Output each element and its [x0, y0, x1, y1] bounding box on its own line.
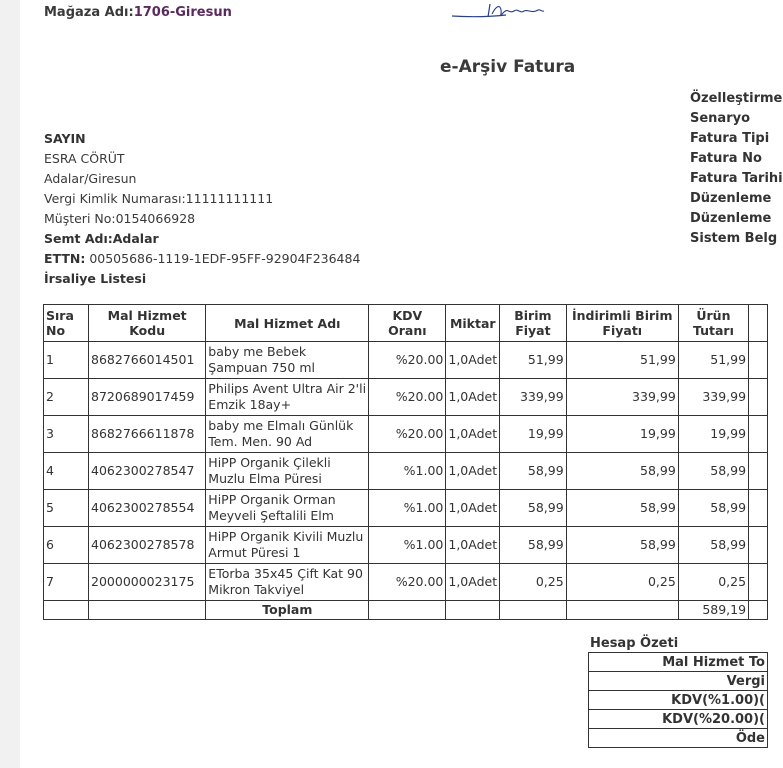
row-qty: 1,0Adet	[446, 564, 500, 601]
row-discount-price: 58,99	[566, 490, 678, 527]
summary-goods-total: Mal Hizmet To	[589, 653, 768, 672]
ettn	[44, 249, 360, 269]
salutation: SAYIN	[44, 131, 86, 146]
row-no: 1	[44, 342, 89, 379]
header-vat: KDV Oranı	[369, 305, 446, 342]
row-price: 58,99	[500, 490, 567, 527]
table-row	[44, 379, 768, 416]
table-row	[44, 416, 768, 453]
row-name: HiPP Organik Kivili Muzlu Armut Püresi 1	[206, 527, 369, 564]
account-summary-title: Hesap Özeti	[590, 636, 679, 651]
meta-invoice-no: Fatura No	[690, 151, 762, 166]
summary-row	[589, 653, 768, 672]
row-code: 4062300278578	[89, 527, 206, 564]
row-qty: 1,0Adet	[446, 342, 500, 379]
meta-system: Sistem Belg	[690, 231, 778, 246]
signature-image	[448, 0, 548, 30]
table-row	[44, 453, 768, 490]
meta-invoice-type: Fatura Tipi	[690, 131, 770, 146]
row-price: 339,99	[500, 379, 567, 416]
row-price: 51,99	[500, 342, 567, 379]
total-empty	[500, 601, 567, 620]
account-summary-table	[588, 652, 768, 748]
row-total: 19,99	[678, 416, 748, 453]
total-empty	[446, 601, 500, 620]
customer-name: ESRA CÖRÜT	[44, 151, 125, 166]
summary-row	[589, 672, 768, 691]
invoice-meta	[690, 89, 783, 249]
meta-customization: Özelleştirme	[690, 91, 783, 106]
row-cut	[749, 564, 768, 601]
row-cut	[749, 379, 768, 416]
customer-address: Adalar/Giresun	[44, 171, 137, 186]
row-code: 8682766611878	[89, 416, 206, 453]
header-discount-price: İndirimli Birim Fiyatı	[566, 305, 678, 342]
row-name: baby me Elmalı Günlük Tem. Men. 90 Ad	[206, 416, 369, 453]
total-empty	[566, 601, 678, 620]
customer-block	[44, 129, 360, 289]
page-margin	[0, 0, 20, 768]
ettn-label: ETTN:	[44, 251, 86, 266]
row-discount-price: 339,99	[566, 379, 678, 416]
row-discount-price: 0,25	[566, 564, 678, 601]
table-row	[44, 527, 768, 564]
summary-vat-20: KDV(%20.00)(	[589, 710, 768, 729]
waybill-list: İrsaliye Listesi	[44, 271, 147, 286]
table-row	[44, 490, 768, 527]
row-total: 58,99	[678, 527, 748, 564]
row-total: 0,25	[678, 564, 748, 601]
row-discount-price: 58,99	[566, 453, 678, 490]
row-no: 2	[44, 379, 89, 416]
summary-payable: Öde	[589, 729, 768, 748]
row-code: 4062300278547	[89, 453, 206, 490]
items-table	[43, 304, 768, 620]
row-vat: %20.00	[369, 342, 446, 379]
row-name: Philips Avent Ultra Air 2'li Emzik 18ay+	[206, 379, 369, 416]
row-cut	[749, 453, 768, 490]
row-total: 339,99	[678, 379, 748, 416]
store-value: 1706-Giresun	[133, 5, 232, 20]
header-name: Mal Hizmet Adı	[206, 305, 369, 342]
header-cut	[749, 305, 768, 342]
header-no: Sıra No	[44, 305, 89, 342]
total-row	[44, 601, 768, 620]
total-empty	[89, 601, 206, 620]
row-vat: %1.00	[369, 527, 446, 564]
store-label: Mağaza Adı:	[44, 5, 134, 20]
row-price: 58,99	[500, 527, 567, 564]
row-discount-price: 19,99	[566, 416, 678, 453]
table-row	[44, 564, 768, 601]
row-price: 0,25	[500, 564, 567, 601]
header-price: Birim Fiyat	[500, 305, 567, 342]
row-discount-price: 51,99	[566, 342, 678, 379]
row-total: 58,99	[678, 453, 748, 490]
row-code: 8720689017459	[89, 379, 206, 416]
total-empty	[749, 601, 768, 620]
row-name: ETorba 35x45 Çift Kat 90 Mikron Takviyel	[206, 564, 369, 601]
store-name	[44, 5, 232, 20]
summary-row	[589, 691, 768, 710]
meta-invoice-date: Fatura Tarihi	[690, 171, 783, 186]
row-no: 5	[44, 490, 89, 527]
row-name: HiPP Organik Orman Meyveli Şeftalili Elm	[206, 490, 369, 527]
meta-issue-date: Düzenleme	[690, 191, 772, 206]
district: Semt Adı:Adalar	[44, 231, 159, 246]
summary-row	[589, 729, 768, 748]
row-price: 19,99	[500, 416, 567, 453]
row-vat: %20.00	[369, 416, 446, 453]
summary-row	[589, 710, 768, 729]
summary-vat-1: KDV(%1.00)(	[589, 691, 768, 710]
row-qty: 1,0Adet	[446, 527, 500, 564]
row-code: 8682766014501	[89, 342, 206, 379]
meta-scenario: Senaryo	[690, 111, 751, 126]
table-row	[44, 342, 768, 379]
document-title: e-Arşiv Fatura	[440, 57, 576, 77]
row-name: HiPP Organik Çilekli Muzlu Elma Püresi	[206, 453, 369, 490]
row-total: 51,99	[678, 342, 748, 379]
row-qty: 1,0Adet	[446, 379, 500, 416]
row-name: baby me Bebek Şampuan 750 ml	[206, 342, 369, 379]
total-value: 589,19	[678, 601, 748, 620]
total-label: Toplam	[206, 601, 369, 620]
meta-issue-time: Düzenleme	[690, 211, 772, 226]
row-qty: 1,0Adet	[446, 453, 500, 490]
row-discount-price: 58,99	[566, 527, 678, 564]
ettn-value: 00505686-1119-1EDF-95FF-92904F236484	[85, 251, 361, 266]
row-no: 4	[44, 453, 89, 490]
header-code: Mal Hizmet Kodu	[89, 305, 206, 342]
row-no: 6	[44, 527, 89, 564]
row-code: 2000000023175	[89, 564, 206, 601]
table-header-row	[44, 305, 768, 342]
total-empty	[44, 601, 89, 620]
row-vat: %1.00	[369, 490, 446, 527]
row-vat: %20.00	[369, 379, 446, 416]
row-cut	[749, 527, 768, 564]
row-cut	[749, 342, 768, 379]
total-empty	[369, 601, 446, 620]
row-total: 58,99	[678, 490, 748, 527]
row-no: 3	[44, 416, 89, 453]
row-vat: %1.00	[369, 453, 446, 490]
row-qty: 1,0Adet	[446, 416, 500, 453]
customer-number: Müşteri No:0154066928	[44, 211, 196, 226]
row-qty: 1,0Adet	[446, 490, 500, 527]
header-qty: Miktar	[446, 305, 500, 342]
header-total: Ürün Tutarı	[678, 305, 748, 342]
row-no: 7	[44, 564, 89, 601]
row-cut	[749, 416, 768, 453]
summary-tax: Vergi	[589, 672, 768, 691]
row-price: 58,99	[500, 453, 567, 490]
row-cut	[749, 490, 768, 527]
row-code: 4062300278554	[89, 490, 206, 527]
row-vat: %20.00	[369, 564, 446, 601]
tax-id: Vergi Kimlik Numarası:11111111111	[44, 191, 274, 206]
